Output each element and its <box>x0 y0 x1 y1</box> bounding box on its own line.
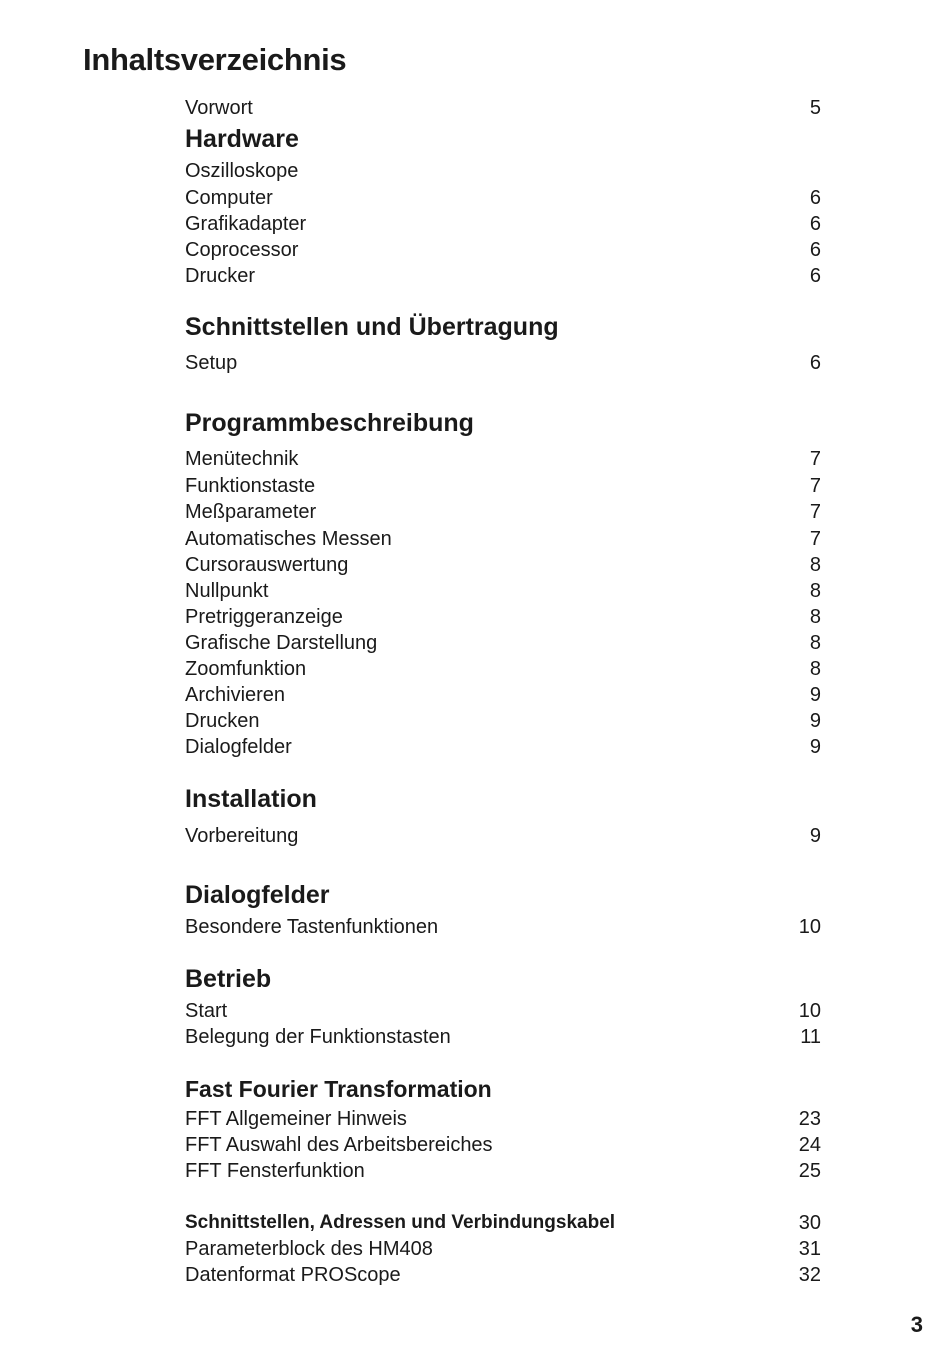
toc-entry-page: 9 <box>809 736 821 758</box>
toc-entry <box>185 1105 821 1131</box>
toc-entry <box>185 1235 821 1261</box>
toc-entry <box>185 733 821 759</box>
toc-entry-page: 7 <box>809 475 821 497</box>
toc-entry-label: Nullpunkt <box>185 580 269 602</box>
toc-entry-label: Computer <box>185 187 273 209</box>
toc-entry-page: 30 <box>798 1212 821 1234</box>
section-heading: Programmbeschreibung <box>185 409 474 437</box>
toc-entry <box>185 1023 821 1049</box>
toc-entry-label: Pretriggeranzeige <box>185 606 343 628</box>
toc-entry-label: Setup <box>185 352 238 374</box>
section-heading: Dialogfelder <box>185 881 330 909</box>
toc-entry <box>185 707 821 733</box>
toc-entry-label: Cursorauswertung <box>185 554 349 576</box>
toc-entry-label: FFT Fensterfunktion <box>185 1160 365 1182</box>
toc-entry-label: Grafikadapter <box>185 213 307 235</box>
toc-entry-page: 9 <box>809 710 821 732</box>
page-number: 3 <box>910 1312 923 1337</box>
toc-entry <box>185 349 821 375</box>
toc-entry <box>185 236 821 262</box>
toc-entry-label: FFT Allgemeiner Hinweis <box>185 1108 407 1130</box>
toc-entry-label: Archivieren <box>185 684 286 706</box>
toc-entry <box>185 551 821 577</box>
toc-entry <box>185 525 821 551</box>
toc-entry <box>185 498 821 524</box>
toc-entry <box>185 157 821 183</box>
toc-entry <box>185 210 821 236</box>
toc-entry <box>185 913 821 939</box>
toc-entry-label: Start <box>185 1000 228 1022</box>
toc-entry-page: 5 <box>809 97 821 119</box>
toc-entry-page: 23 <box>798 1108 821 1130</box>
toc-entry <box>185 997 821 1023</box>
toc-entry-label: Zoomfunktion <box>185 658 307 680</box>
toc-entry-label: Drucker <box>185 265 256 287</box>
toc-entry <box>185 629 821 655</box>
toc-entry <box>185 184 821 210</box>
toc-entry-label: Vorwort <box>185 97 253 119</box>
toc-entry <box>185 655 821 681</box>
toc-entry-label: FFT Auswahl des Arbeitsbereiches <box>185 1134 493 1156</box>
toc-entry-page: 6 <box>809 265 821 287</box>
section-heading: Hardware <box>185 125 299 153</box>
toc-entry-page: 32 <box>798 1264 821 1286</box>
toc-entry <box>185 472 821 498</box>
toc-entry-label: Automatisches Messen <box>185 528 392 550</box>
toc-entry-page: 31 <box>798 1238 821 1260</box>
toc-entry-label: Meßparameter <box>185 501 317 523</box>
toc-entry-label: Datenformat PROScope <box>185 1264 401 1286</box>
toc-entry-label: Grafische Darstellung <box>185 632 378 654</box>
toc-entry <box>185 822 821 848</box>
toc-entry-page: 6 <box>809 213 821 235</box>
toc-entry <box>185 1261 821 1287</box>
toc-entry-page: 24 <box>798 1134 821 1156</box>
toc-entry-page: 10 <box>798 1000 821 1022</box>
toc-entry <box>185 681 821 707</box>
toc-entry <box>185 1157 821 1183</box>
toc-entry-page: 10 <box>798 916 821 938</box>
toc-entry-page: 7 <box>809 448 821 470</box>
toc-entry <box>185 1131 821 1157</box>
toc-entry-page: 8 <box>809 554 821 576</box>
toc-entry-label: Dialogfelder <box>185 736 292 758</box>
toc-entry <box>185 445 821 471</box>
toc-entry-page: 9 <box>809 825 821 847</box>
toc-entry <box>185 94 821 120</box>
page-title: Inhaltsverzeichnis <box>83 42 347 77</box>
toc-entry-label: Oszilloskope <box>185 160 299 182</box>
toc-entry <box>185 1209 821 1235</box>
toc-entry-label: Besondere Tastenfunktionen <box>185 916 439 938</box>
toc-entry-label: Menütechnik <box>185 448 299 470</box>
toc-entry-label: Funktionstaste <box>185 475 316 497</box>
toc-entry <box>185 262 821 288</box>
toc-entry-page: 8 <box>809 632 821 654</box>
toc-entry-label: Drucken <box>185 710 260 732</box>
toc-entry-page: 25 <box>798 1160 821 1182</box>
toc-entry-page: 7 <box>809 528 821 550</box>
toc-entry-label: Schnittstellen, Adressen und Verbindungskabel <box>185 1212 616 1233</box>
toc-entry-page: 9 <box>809 684 821 706</box>
toc-entry-page: 6 <box>809 239 821 261</box>
toc-entry-label: Parameterblock des HM408 <box>185 1238 433 1260</box>
toc-entry-page: 7 <box>809 501 821 523</box>
section-heading: Betrieb <box>185 965 272 993</box>
toc-entry-page: 6 <box>809 352 821 374</box>
toc-entry-label: Vorbereitung <box>185 825 299 847</box>
toc-entry-label: Coprocessor <box>185 239 299 261</box>
toc-entry-page: 8 <box>809 580 821 602</box>
section-heading: Installation <box>185 785 317 813</box>
toc-entry-page: 6 <box>809 187 821 209</box>
toc-entry-label: Belegung der Funktionstasten <box>185 1026 451 1048</box>
toc-entry-page: 8 <box>809 606 821 628</box>
toc-entry <box>185 603 821 629</box>
toc-entry-page: 8 <box>809 658 821 680</box>
toc-entry <box>185 577 821 603</box>
section-heading: Fast Fourier Transformation <box>185 1076 492 1102</box>
section-heading: Schnittstellen und Übertragung <box>185 313 559 341</box>
toc-entry-page: 11 <box>800 1026 821 1048</box>
